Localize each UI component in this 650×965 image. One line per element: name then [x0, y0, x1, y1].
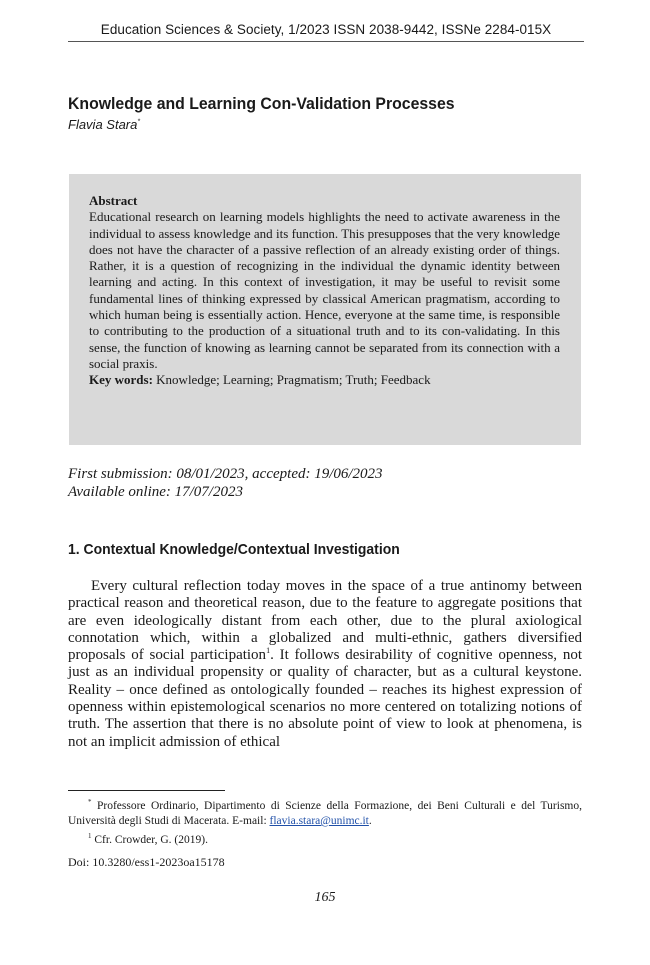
article-title: Knowledge and Learning Con-Validation Processes	[68, 94, 455, 113]
article-author	[68, 117, 140, 132]
footnote-divider	[68, 790, 225, 791]
footnote-author-end: .	[368, 814, 372, 827]
keywords-list: Knowledge; Learning; Pragmatism; Truth; Feedback	[156, 372, 431, 388]
footnote-1-text: Cfr. Crowder, G. (2019).	[91, 833, 208, 846]
page-number: 165	[314, 890, 336, 905]
body-text-part1: Every cultural reflection today moves in the space of a true antinomy between practical reason and theoretical reason, due to the feature to aggregate positions that are even ideologically distant from each other, due to the plural axiological connotation which, within a globalized and multi-ethnic, gathers diversified proposals of social participation	[68, 578, 582, 664]
footnote-1	[68, 829, 582, 848]
footnote-author	[68, 795, 582, 829]
abstract-heading: Abstract	[89, 193, 138, 208]
footnote-author-mark: *	[88, 798, 92, 806]
footnote-ref-1[interactable]: 1	[266, 646, 271, 656]
body-text-part2: . It follows desirability of cognitive openness, not just as an individual propensity or quality of character, but as a cultural keystone. Reality – once defined as ontologically founded – reaches its highest expression of openness within epistemological scenarios no more centered on totalizing notions of truth. The assertion that there is no absolute point of view to look at phenomena, is not an implicit admission of ethical	[68, 647, 582, 750]
online-date: Available online: 17/07/2023	[68, 484, 243, 500]
abstract-box	[69, 174, 581, 445]
section-heading: 1. Contextual Knowledge/Contextual Investigation	[68, 541, 400, 558]
abstract-keywords	[89, 372, 560, 388]
body-paragraph	[68, 578, 582, 751]
author-name: Flavia Stara	[68, 117, 138, 132]
author-email-link[interactable]: flavia.stara@unimc.it	[269, 814, 369, 827]
author-footnote-mark: *	[137, 118, 141, 126]
keywords-label: Key words:	[89, 372, 153, 388]
doi: Doi: 10.3280/ess1-2023oa15178	[68, 855, 225, 869]
footnote-1-mark: 1	[88, 831, 92, 840]
publication-dates	[68, 465, 383, 501]
footnotes	[68, 795, 582, 848]
abstract-content	[89, 193, 560, 389]
footnote-author-text: Professore Ordinario, Dipartimento di Scienze della Formazione, dei Beni Culturali e del Turismo, Università degli Studi di Macerata. E-mail:	[68, 799, 582, 827]
abstract-text: Educational research on learning models highlights the need to activate awareness in the individual to assess knowledge and its function. This presupposes that the very knowledge does not have the character of a passive reflection of an already existing order of things. Rather, it is a question of recognizing in the individual the dynamic identity between learning and acting. In this context of investigation, it may be useful to revisit some fundamental lines of thinking expressed by classical American pragmatism, according to which human being is essentially action. Hence, everyone at the same time, is responsible to contributing to the production of a situational truth and to its con-validating. In this sense, the function of knowing as learning cannot be separated from its connection with a social praxis.	[89, 209, 560, 371]
submission-date: First submission: 08/01/2023, accepted: 19/06/2023	[68, 466, 383, 482]
journal-header: Education Sciences & Society, 1/2023 ISSN 2038-9442, ISSNe 2284-015X	[68, 22, 584, 42]
